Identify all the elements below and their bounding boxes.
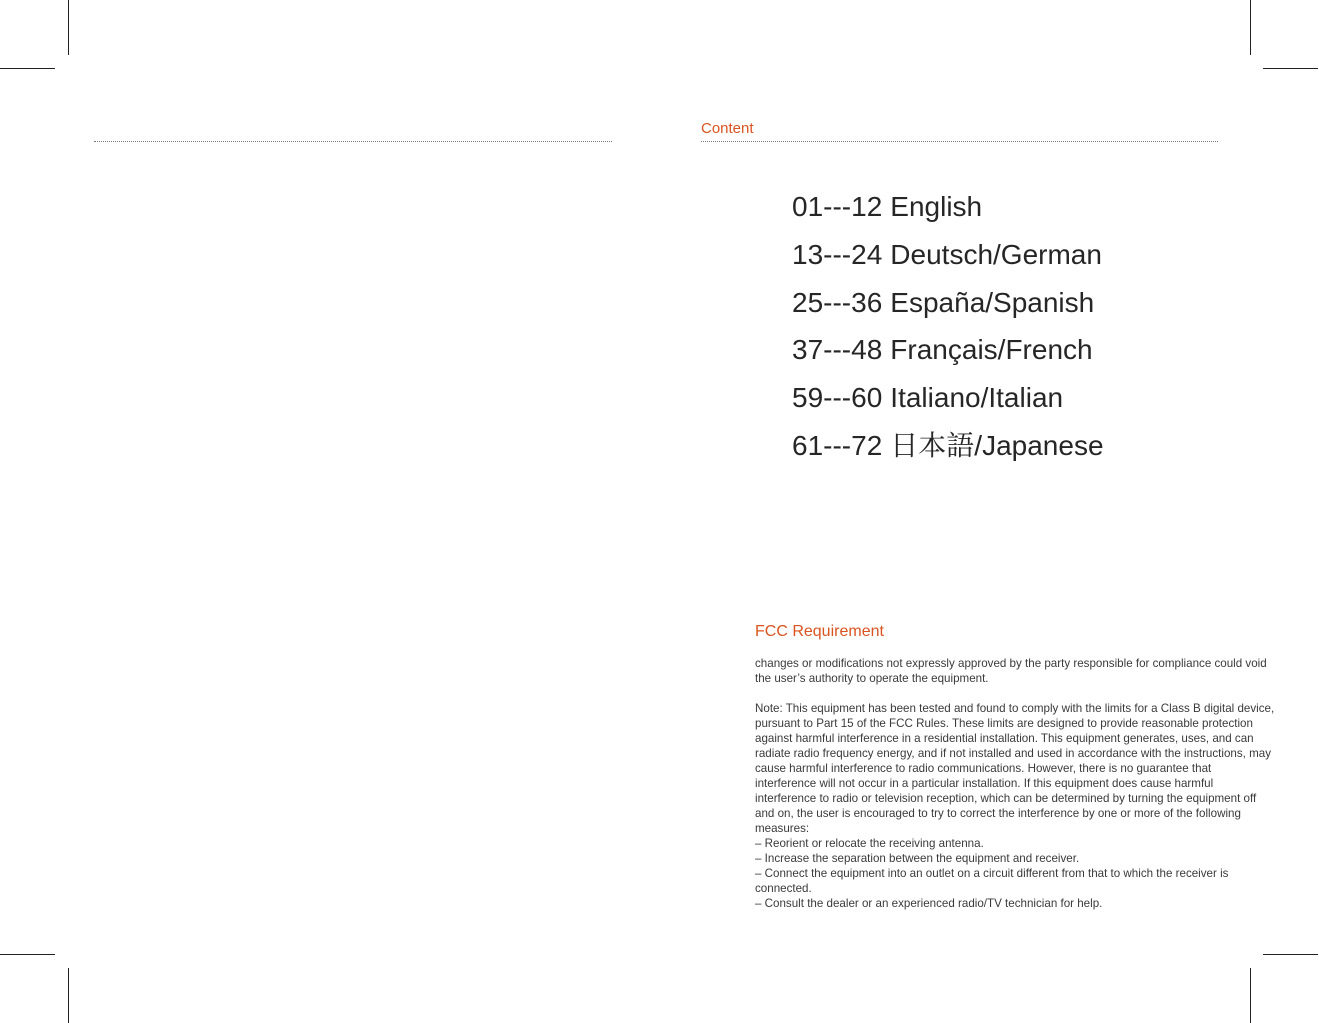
toc-language: España/Spanish xyxy=(890,286,1095,318)
crop-mark xyxy=(68,0,69,55)
crop-mark xyxy=(0,68,55,69)
toc-start-page: 01 xyxy=(792,191,824,222)
table-of-contents xyxy=(792,183,1104,470)
toc-separator: --- xyxy=(823,286,852,318)
toc-start-page: 25 xyxy=(792,286,824,318)
toc-language: 日本語/Japanese xyxy=(890,429,1104,461)
toc-entry xyxy=(792,422,1104,470)
toc-entry xyxy=(792,326,1104,374)
toc-entry xyxy=(792,183,1104,231)
toc-end-page: 72 xyxy=(851,429,883,461)
crop-mark xyxy=(0,954,55,955)
toc-separator: --- xyxy=(823,334,852,366)
toc-end-page: 36 xyxy=(851,286,883,318)
fcc-paragraph: changes or modifications not expressly approved by the party responsible for compliance could void the user’s authority to operate the equipment. xyxy=(755,657,1267,685)
toc-entry xyxy=(792,231,1104,279)
fcc-measure: – Reorient or relocate the receiving antenna. xyxy=(755,837,984,850)
toc-separator: --- xyxy=(823,429,852,461)
toc-language: Français/French xyxy=(890,334,1093,366)
toc-separator: --- xyxy=(823,191,852,222)
toc-language: Italiano/Italian xyxy=(890,382,1064,414)
toc-entry xyxy=(792,374,1104,422)
toc-entry xyxy=(792,279,1104,327)
left-page-divider xyxy=(94,141,612,142)
crop-mark xyxy=(1263,954,1318,955)
toc-end-page: 12 xyxy=(851,191,883,222)
toc-end-page: 60 xyxy=(851,382,883,414)
fcc-measure: – Connect the equipment into an outlet on a circuit different from that to which the receiver is connected. xyxy=(755,867,1229,895)
toc-language: English xyxy=(890,191,983,222)
fcc-measure: – Consult the dealer or an experienced radio/TV technician for help. xyxy=(755,897,1103,910)
fcc-measure: – Increase the separation between the equipment and receiver. xyxy=(755,852,1080,865)
toc-separator: --- xyxy=(823,382,852,414)
toc-start-page: 37 xyxy=(792,334,824,366)
crop-mark xyxy=(1250,0,1251,55)
content-title: Content xyxy=(701,120,754,137)
crop-mark xyxy=(68,968,69,1023)
toc-start-page: 13 xyxy=(792,238,824,270)
toc-end-page: 24 xyxy=(851,238,883,270)
crop-mark xyxy=(1263,68,1318,69)
fcc-body xyxy=(755,656,1275,911)
toc-language: Deutsch/German xyxy=(890,238,1102,270)
toc-end-page: 48 xyxy=(851,334,883,366)
fcc-paragraph: Note: This equipment has been tested and found to comply with the limits for a Class B digital device, pursuant to Part 15 of the FCC Rules. These limits are designed to provide reasonable protection against harmful interference in a residential installation. This equipment generates, uses, and can radiate radio frequency energy, and if not installed and used in accordance with the instructions, may cause harmful interference to radio communications. However, there is no guarantee that interference will not occur in a particular installation. If this equipment does cause harmful interference to radio or television reception, which can be determined by turning the equipment off and on, the user is encouraged to try to correct the interference by one or more of the following measures: xyxy=(755,702,1275,835)
toc-start-page: 59 xyxy=(792,382,824,414)
crop-mark xyxy=(1250,968,1251,1023)
toc-start-page: 61 xyxy=(792,429,824,461)
fcc-title: FCC Requirement xyxy=(755,623,884,640)
content-divider xyxy=(701,141,1218,142)
toc-separator: --- xyxy=(823,238,852,270)
